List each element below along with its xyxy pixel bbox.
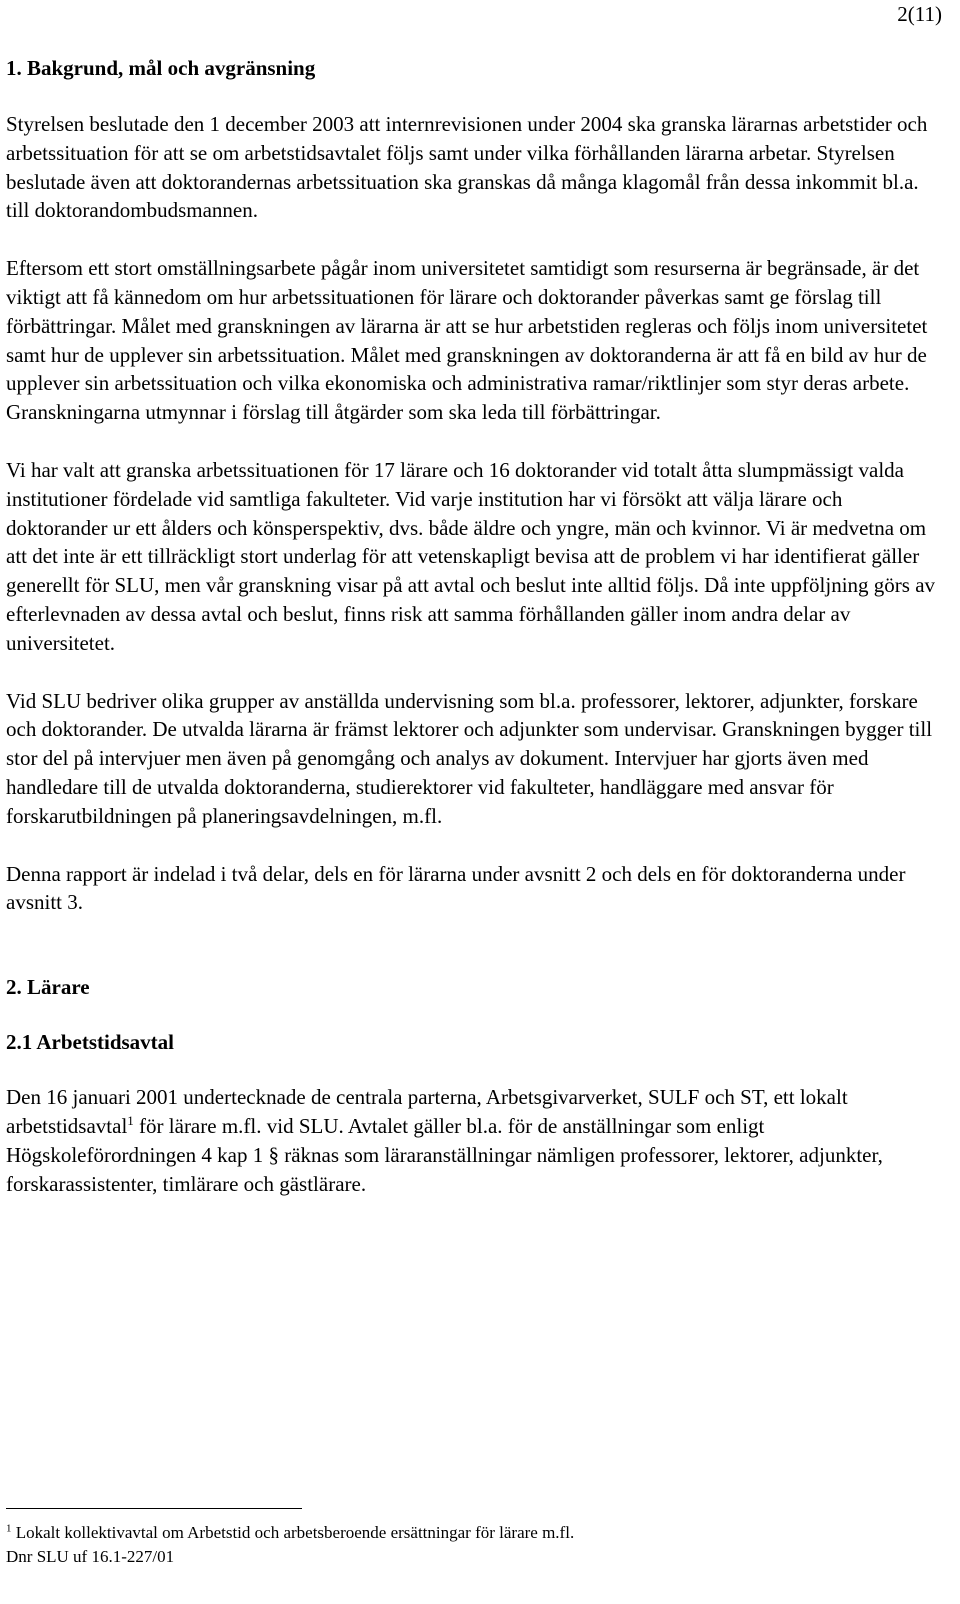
section-heading-1: 1. Bakgrund, mål och avgränsning (6, 56, 316, 80)
document-body (6, 54, 946, 1198)
paragraph-1: Styrelsen beslutade den 1 december 2003 att internrevisionen under 2004 ska granska lärarnas arbetstider och arbetssituation för att se om arbetstidsavtalet följs samt under vilka förhållanden lärarna arbetar. Styrelsen beslutade även att doktorandernas arbetssituation ska granskas då många klagomål från dessa inkommit bl.a. till doktorandombudsmannen. (6, 112, 928, 223)
paragraph-2: Eftersom ett stort omställningsarbete pågår inom universitetet samtidigt som resurserna är begränsade, är det viktigt att få kännedom om hur arbetssituationen för lärare och doktorander påverkas samt ge förslag till förbättringar. Målet med granskningen av lärarna är att se hur arbetstiden regleras och följs inom universitetet samt hur de upplever sin arbetssituation. Målet med granskningen av doktoranderna är att få en bild av hur de upplever sin arbetssituation och vilka ekonomiska och administrativa ramar/riktlinjer som styr deras arbete. Granskningarna utmynnar i förslag till åtgärder som ska leda till förbättringar. (6, 256, 928, 425)
paragraph-2-1-start: Den 16 januari 2001 undertecknade de centrala parterna, Arbetsgivarverket, SULF och ST, ett lokalt arbetstidsavtal (6, 1085, 848, 1138)
subsection-heading-2-1: 2.1 Arbetstidsavtal (6, 1030, 174, 1055)
section-heading-2: 2. Lärare (6, 975, 90, 1000)
footnote-separator (6, 1508, 302, 1509)
paragraph-2-1 (6, 1083, 946, 1198)
paragraph-5: Denna rapport är indelad i två delar, dels en för lärarna under avsnitt 2 och dels en för doktoranderna under avsnitt 3. (6, 861, 906, 915)
paragraph-2-1-end: för lärare m.fl. vid SLU. Avtalet gäller bl.a. för de anställningar som enligt Högskoleförordningen 4 kap 1 § räknas som läraranställningar nämligen professorer, lektorer, adjunkter, forskarassistenter, timlärare och gästlärare. (6, 1113, 883, 1196)
paragraph-3: Vi har valt att granska arbetssituationen för 17 lärare och 16 doktorander vid totalt åtta slumpmässigt valda institutioner fördelade vid samtliga fakulteter. Vid varje institution har vi försökt att välja lärare och doktorander ur ett ålders och könsperspektiv, dvs. både äldre och yngre, män och kvinnor. Vi är medvetna om att det inte är ett tillräckligt stort underlag för att vetenskapligt bevisa att de problem vi har identifierat gäller generellt för SLU, men vår granskning visar på att avtal och beslut inte alltid följs. Då inte uppföljning görs av efterlevnaden av dessa avtal och beslut, finns risk att samma förhållanden gäller inom andra delar av universitetet. (6, 457, 936, 655)
paragraph-4: Vid SLU bedriver olika grupper av anställda undervisning som bl.a. professorer, lektorer, adjunkter, forskare och doktorander. De utvalda lärarna är främst lektorer och adjunkter som undervisar. Granskningen bygger till stor del på intervjuer men även på genomgång och analys av dokument. Intervjuer har gjorts även med handledare till de utvalda doktoranderna, studierektorer vid fakulteter, handläggare med ansvar för forskarutbildningen på planeringsavdelningen, m.fl. (6, 688, 933, 828)
document-number: Dnr SLU uf 16.1-227/01 (6, 1547, 175, 1566)
footnote-marker: 1 (6, 1522, 12, 1535)
footnote (6, 1521, 574, 1545)
footnote-reference: 1 (127, 1112, 134, 1128)
footnote-text: Lokalt kollektivavtal om Arbetstid och arbetsberoende ersättningar för lärare m.fl. (11, 1523, 575, 1542)
page-number: 2(11) (897, 2, 942, 26)
